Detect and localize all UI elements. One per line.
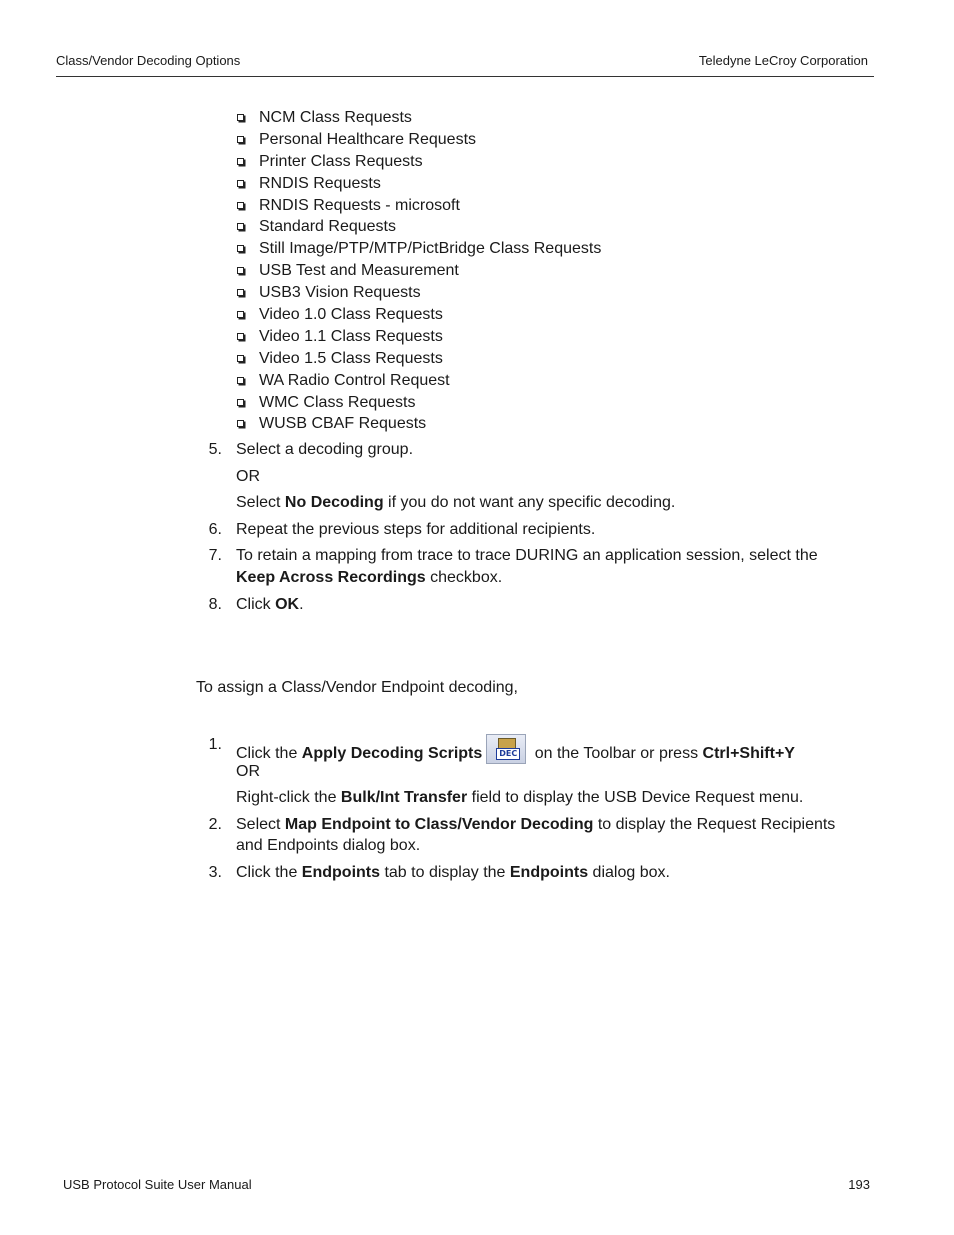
list-item: WMC Class Requests [237,392,601,414]
step-text: To retain a mapping from trace to trace DURING an application session, select the [236,547,818,564]
list-item: Printer Class Requests [237,151,601,173]
step-number: 3. [208,864,222,881]
list-item: Still Image/PTP/MTP/PictBridge Class Requests [237,238,601,260]
list-item: WUSB CBAF Requests [237,413,601,435]
checkbox-bullet-icon [237,180,244,187]
step-number: 7. [208,547,222,564]
keep-across-recordings-term: Keep Across Recordings [236,569,426,586]
list-item: Video 1.0 Class Requests [237,304,601,326]
no-decoding-term: No Decoding [284,494,384,511]
list-item: NCM Class Requests [237,107,601,129]
checkbox-bullet-icon [237,355,244,362]
list-item: RNDIS Requests [237,173,601,195]
step-5-or: OR [236,468,260,485]
step-b2-line2: and Endpoints dialog box. [236,837,421,854]
checkbox-bullet-icon [237,158,244,165]
step-number: 1. [208,736,222,753]
checkbox-bullet-icon [237,289,244,296]
checkbox-bullet-icon [237,245,244,252]
page-number: 193 [848,1177,870,1192]
step-5-alt: Select No Decoding if you do not want any specific decoding. [236,494,676,511]
step-number: 6. [208,521,222,538]
list-item: USB Test and Measurement [237,260,601,282]
list-item: Video 1.1 Class Requests [237,326,601,348]
step-7-line2: Keep Across Recordings checkbox. [236,569,503,586]
request-type-list [237,107,601,435]
checkbox-bullet-icon [237,223,244,230]
list-item: Standard Requests [237,216,601,238]
apply-decoding-scripts-term: Apply Decoding Scripts [301,745,483,762]
list-item: USB3 Vision Requests [237,282,601,304]
step-number: 8. [208,596,222,613]
checkbox-bullet-icon [237,399,244,406]
checkbox-bullet-icon [237,202,244,209]
footer-manual-title: USB Protocol Suite User Manual [63,1177,252,1192]
step-text: Repeat the previous steps for additional recipients. [236,521,596,538]
step-text: Click the Endpoints tab to display the Endpoints dialog box. [236,864,670,881]
step-text: Click OK. [236,596,304,613]
checkbox-bullet-icon [237,311,244,318]
checkbox-bullet-icon [237,333,244,340]
checkbox-bullet-icon [237,267,244,274]
checkbox-bullet-icon [237,420,244,427]
step-b1-or: OR [236,763,260,780]
apply-decoding-scripts-icon [486,734,526,764]
step-text: Click the Apply Decoding Scripts DEC on the Toolbar or press Ctrl+Shift+Y [236,734,795,765]
endpoints-dialog-term: Endpoints [509,864,589,881]
map-endpoint-term: Map Endpoint to Class/Vendor Decoding [284,816,594,833]
list-item: Personal Healthcare Requests [237,129,601,151]
step-text: Select a decoding group. [236,441,414,458]
list-item: Video 1.5 Class Requests [237,348,601,370]
step-number: 2. [208,816,222,833]
checkbox-bullet-icon [237,114,244,121]
shortcut-term: Ctrl+Shift+Y [702,745,795,762]
page-header [56,52,874,77]
ok-term: OK [275,596,300,613]
step-b1-alt: Right-click the Bulk/Int Transfer field to display the USB Device Request menu. [236,789,804,806]
dec-label: DEC [496,748,520,760]
header-company: Teledyne LeCroy Corporation [698,53,868,68]
step-text: Select Map Endpoint to Class/Vendor Decoding to display the Request Recipients [236,816,836,833]
checkbox-bullet-icon [237,136,244,143]
endpoints-tab-term: Endpoints [301,864,381,881]
list-item: RNDIS Requests - microsoft [237,195,601,217]
endpoint-intro: To assign a Class/Vendor Endpoint decoding, [196,679,518,696]
header-section-title: Class/Vendor Decoding Options [56,53,241,68]
list-item: WA Radio Control Request [237,370,601,392]
checkbox-bullet-icon [237,377,244,384]
bulk-int-transfer-term: Bulk/Int Transfer [340,789,468,806]
step-number: 5. [208,441,222,458]
